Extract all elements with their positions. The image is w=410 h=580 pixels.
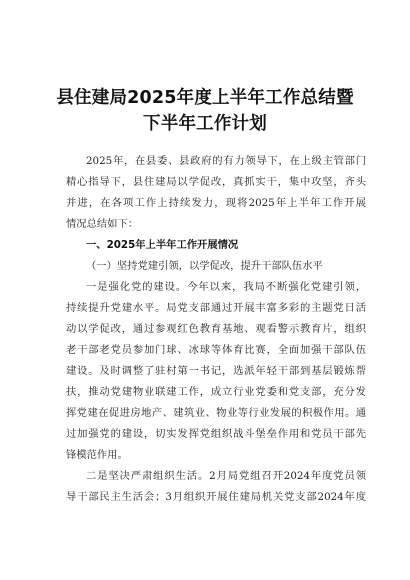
para1-line-3: 动以学促改，通过参观红色教育基地、观看警示教育片，组织 [66,323,366,335]
para1-line-6: 扶，推动党建物业联建工作，成立行业党委和党支部，充分发 [66,386,366,398]
para1-line-8: 过加强党的建设，切实发挥党组织战斗堡垒作用和党员干部先 [66,428,366,440]
para1-line-9: 锋模范作用。 [66,449,128,461]
intro-line-2: 精心指导下，县住建局以学促改，真抓实干，集中攻坚，齐头 [66,176,366,188]
para1-line-4: 老干部老党员参加门球、冰球等体育比赛，全面加强干部队伍 [66,344,366,356]
intro-line-3: 并进，在各项工作上持续发力，现将2025年上半年工作开展 [66,197,366,209]
document-title-line-2: 下半年工作计划 [143,114,267,134]
document-title-line-1: 县住建局2025年度上半年工作总结暨 [56,88,354,108]
para2-line-1: 二是坚决严肃组织生活。2月局党组召开2024年度党员领 [86,470,366,482]
intro-line-4: 情况总结如下： [66,218,139,230]
section-heading: 一、2025年上半年工作开展情况 [86,239,239,251]
para2-line-2: 导干部民主生活会；3月组织开展住建局机关党支部2024年度 [66,491,366,503]
intro-line-1: 2025年，在县委、县政府的有力领导下，在上级主管部门 [86,155,366,167]
para1-line-5: 建设。及时调整了驻村第一书记，选派年轻干部到基层锻炼帮 [66,365,366,377]
para1-line-2: 持续提升党建水平。局党支部通过开展丰富多彩的主题党日活 [66,302,366,314]
para1-line-1: 一是强化党的建设。今年以来，我局不断强化党建引领， [86,281,366,293]
subsection-heading: （一）坚持党建引领，以学促改，提升干部队伍水平 [86,260,323,272]
para1-line-7: 挥党建在促进房地产、建筑业、物业等行业发展的积极作用。通 [66,407,366,419]
